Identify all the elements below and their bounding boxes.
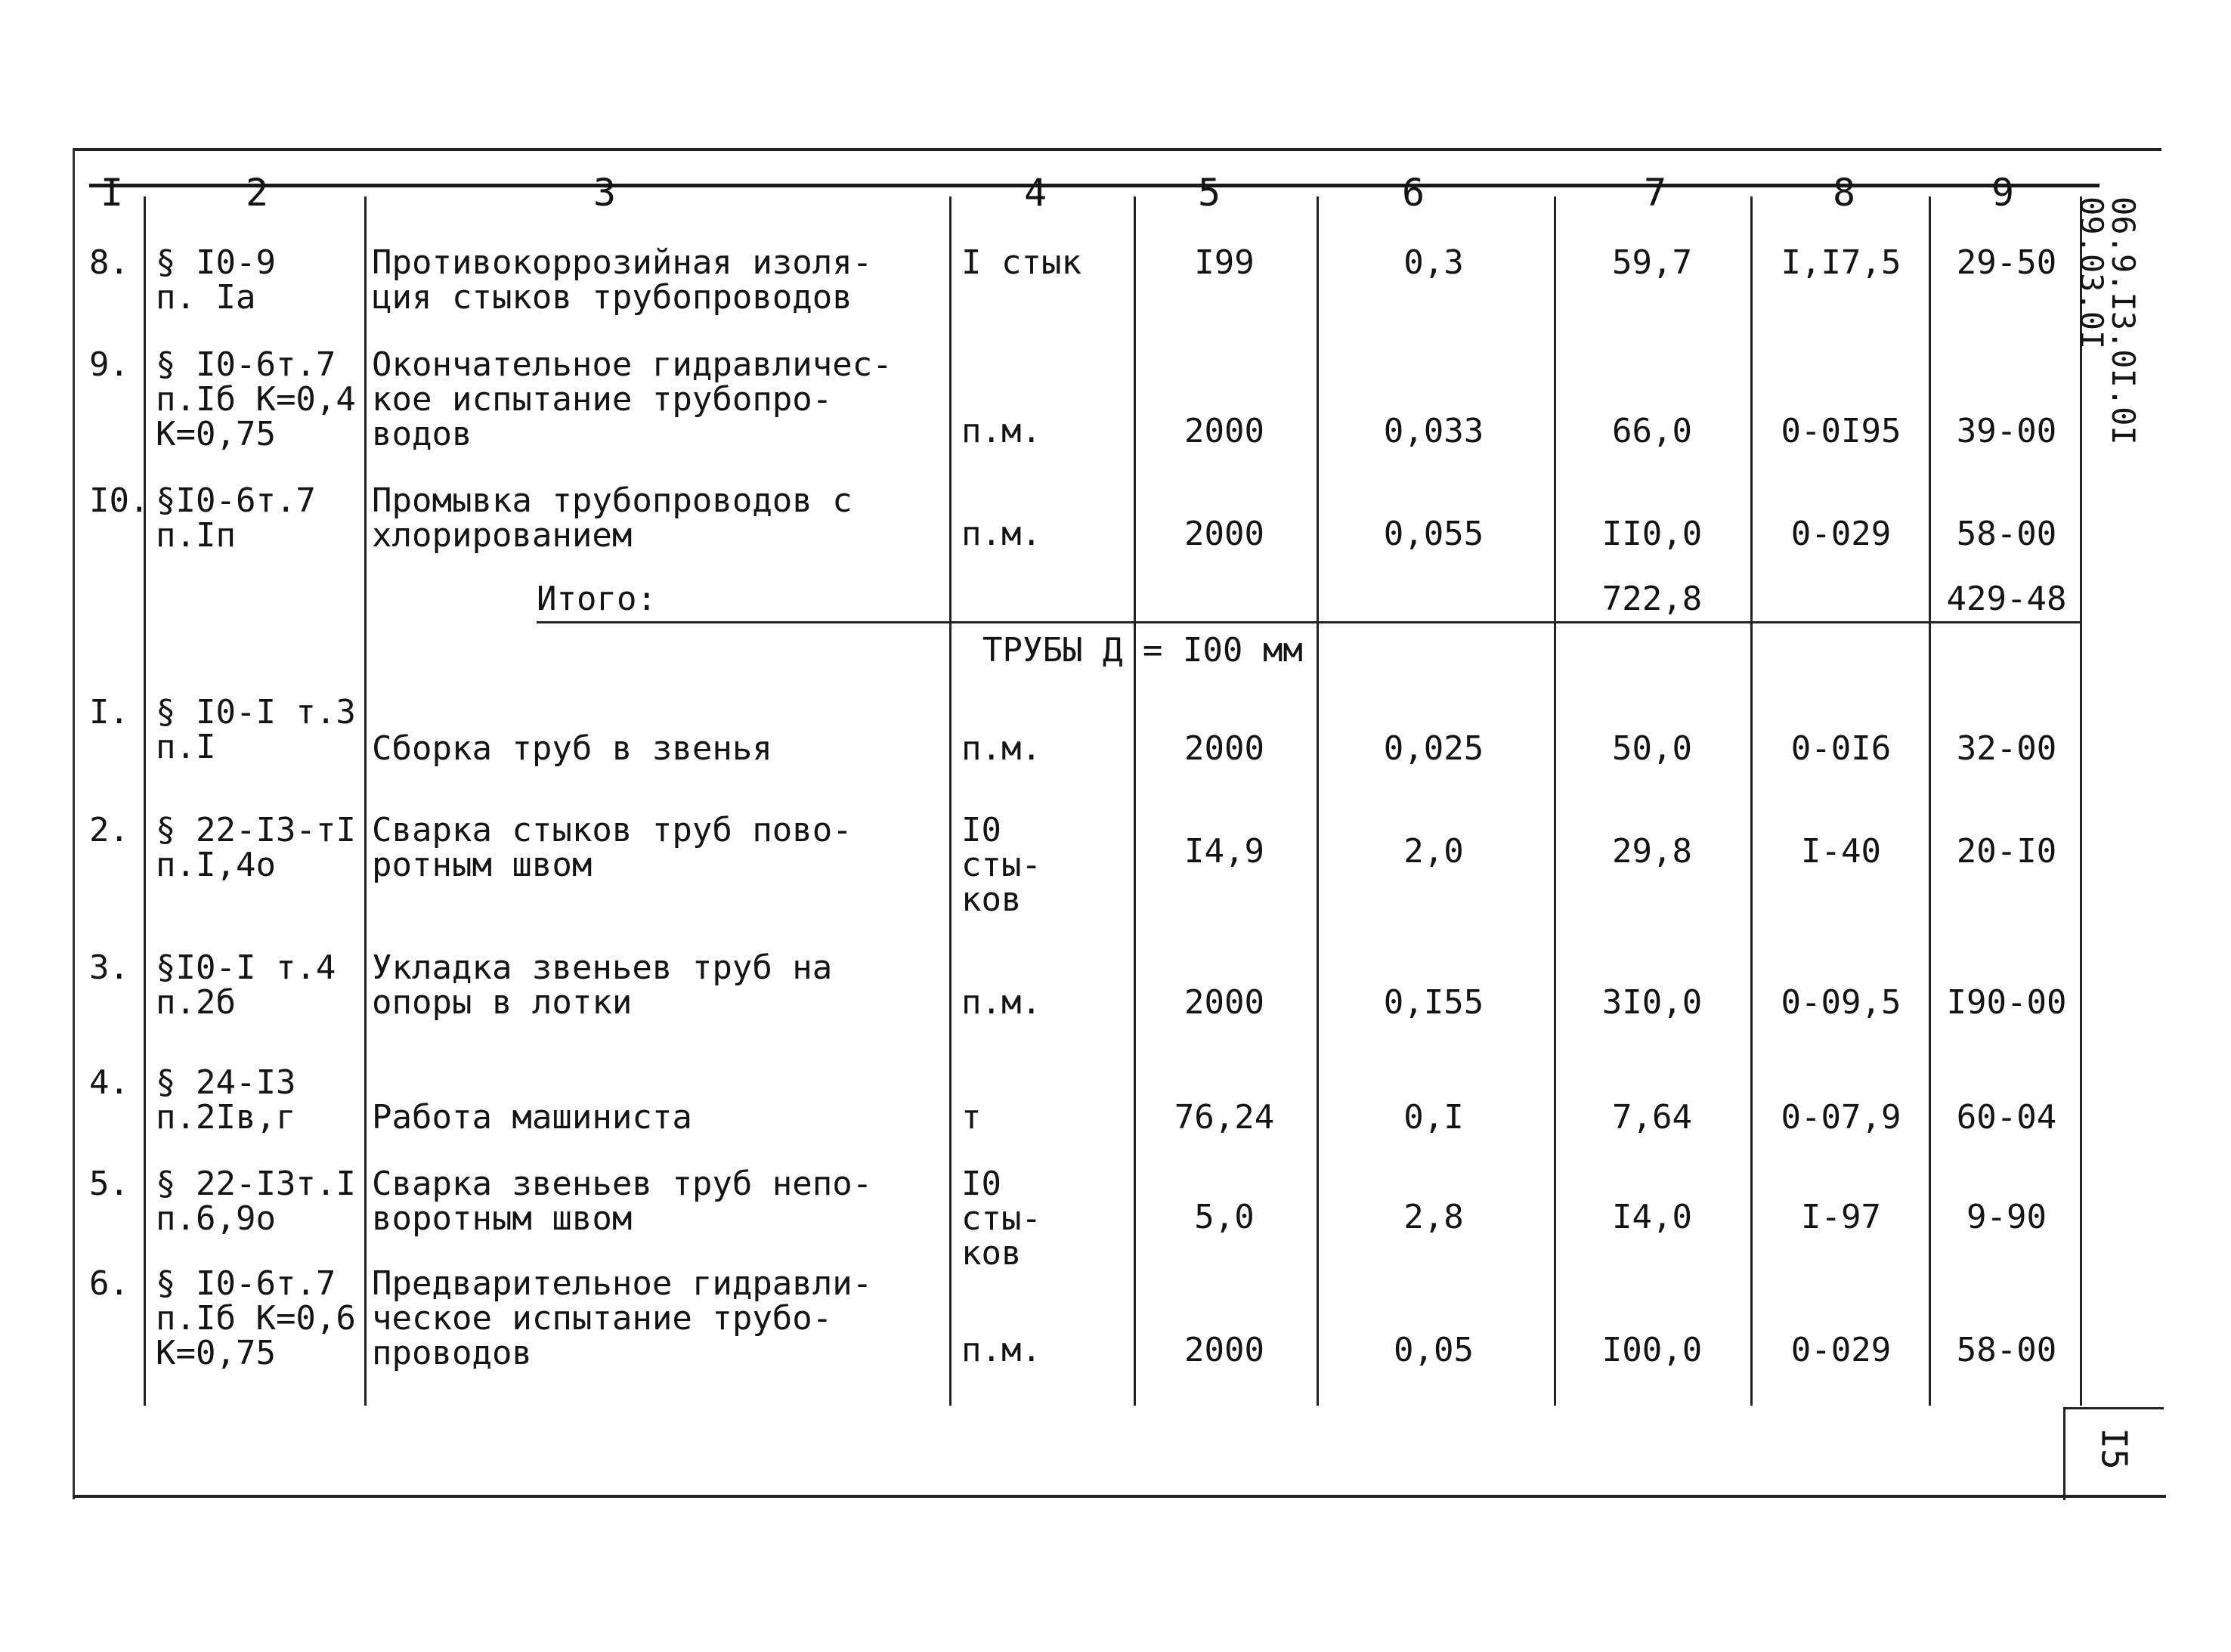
- row-number: 2.: [89, 811, 129, 849]
- work-name: Промывка трубопроводов с хлорированием: [372, 481, 852, 555]
- col9-value: 58-00: [1956, 1331, 2057, 1369]
- unit: т: [961, 1098, 982, 1137]
- header-col-9: 9: [1991, 171, 2015, 215]
- unit: п.м.: [961, 1331, 1041, 1369]
- col7-value: 59,7: [1612, 243, 1692, 282]
- row-number: 6.: [89, 1264, 129, 1303]
- col7-value: I00,0: [1601, 1331, 1703, 1369]
- norm-code: § I0-6т.7 п.Iб К=0,4 К=0,75: [156, 345, 356, 453]
- col5-value: 2000: [1184, 412, 1264, 450]
- header-col-2: 2: [245, 171, 269, 215]
- header-col-6: 6: [1401, 171, 1425, 215]
- row-number: 3.: [89, 948, 129, 987]
- header-col-3: 3: [593, 171, 617, 215]
- col6-value: 0,05: [1394, 1331, 1474, 1369]
- table-left-border: [73, 148, 75, 1499]
- page-number: I5: [2093, 1428, 2135, 1470]
- row-number: 5.: [89, 1165, 129, 1203]
- col6-value: 0,055: [1383, 515, 1484, 553]
- unit: I0 сты- ков: [961, 811, 1041, 919]
- total-col9: 429-48: [1946, 580, 2067, 618]
- col5-value: I99: [1194, 243, 1255, 282]
- row-number: I0.: [89, 481, 150, 520]
- row-number: 4.: [89, 1063, 129, 1102]
- work-name: Сварка стыков труб пово- ротным швом: [372, 811, 852, 884]
- norm-code: § I0-9 п. Iа: [156, 243, 276, 317]
- col-sep-4: [1134, 196, 1136, 1406]
- header-col-8: 8: [1832, 171, 1856, 215]
- col-sep-3: [949, 196, 952, 1406]
- col8-value: 0-09,5: [1781, 983, 1901, 1022]
- norm-code: § 22-I3т.I п.6,9о: [156, 1165, 356, 1238]
- col6-value: 0,I: [1403, 1098, 1464, 1137]
- col5-value: 5,0: [1194, 1198, 1255, 1236]
- header-col-4: 4: [1023, 171, 1047, 215]
- col-sep-8: [1929, 196, 1931, 1406]
- unit: п.м.: [961, 515, 1041, 553]
- col9-value: 20-I0: [1956, 832, 2057, 871]
- norm-code: §I0-I т.4 п.2б: [156, 948, 336, 1022]
- header-col-7: 7: [1643, 171, 1667, 215]
- col-sep-7: [1750, 196, 1753, 1406]
- work-name: Противокоррозийная изоля- ция стыков трубопроводов: [372, 243, 873, 317]
- col5-value: 76,24: [1174, 1098, 1275, 1137]
- work-name: Сварка звеньев труб непо- воротным швом: [372, 1165, 873, 1238]
- col6-value: 2,0: [1403, 832, 1464, 871]
- col6-value: 0,I55: [1383, 983, 1484, 1022]
- col7-value: 66,0: [1612, 412, 1692, 450]
- col-sep-6: [1554, 196, 1556, 1406]
- total-label: Итого:: [537, 580, 657, 618]
- col-sep-2: [364, 196, 367, 1406]
- col8-value: 0-0I6: [1790, 729, 1892, 768]
- col6-value: 0,033: [1383, 412, 1484, 450]
- row-number: 8.: [89, 243, 129, 282]
- unit: п.м.: [961, 729, 1041, 768]
- col8-value: I,I7,5: [1781, 243, 1901, 282]
- col7-value: 3I0,0: [1601, 983, 1703, 1022]
- col7-value: II0,0: [1601, 515, 1703, 553]
- col5-value: 2000: [1184, 1331, 1264, 1369]
- header-col-1: I: [100, 171, 124, 215]
- unit: I стык: [961, 243, 1081, 282]
- work-name: Работа машиниста: [372, 1098, 692, 1137]
- col5-value: 2000: [1184, 729, 1264, 768]
- col9-value: 29-50: [1956, 243, 2057, 282]
- norm-code: § I0-6т.7 п.Iб К=0,6 К=0,75: [156, 1264, 356, 1372]
- col8-value: I-40: [1801, 832, 1881, 871]
- col9-value: 9-90: [1966, 1198, 2047, 1236]
- header-col-5: 5: [1197, 171, 1221, 215]
- unit: I0 сты- ков: [961, 1165, 1041, 1273]
- work-name: Укладка звеньев труб на опоры в лотки: [372, 948, 833, 1022]
- col8-value: 0-029: [1790, 1331, 1892, 1369]
- col9-value: 32-00: [1956, 729, 2057, 768]
- col7-value: 7,64: [1612, 1098, 1692, 1137]
- col6-value: 0,025: [1383, 729, 1484, 768]
- col9-value: I90-00: [1946, 983, 2067, 1022]
- col7-value: I4,0: [1612, 1198, 1692, 1236]
- unit: п.м.: [961, 412, 1041, 450]
- col8-value: 0-0I95: [1781, 412, 1901, 450]
- col8-value: I-97: [1801, 1198, 1881, 1236]
- table-top-border: [74, 148, 2161, 151]
- work-name: Окончательное гидравличес- кое испытание трубопро- водов: [372, 345, 893, 453]
- unit: п.м.: [961, 983, 1041, 1022]
- document-code: [2073, 196, 2142, 552]
- col-sep-5: [1317, 196, 1319, 1406]
- total-separator: [537, 621, 2080, 623]
- col5-value: 2000: [1184, 983, 1264, 1022]
- col6-value: 2,8: [1403, 1198, 1464, 1236]
- col9-value: 58-00: [1956, 515, 2057, 553]
- col6-value: 0,3: [1403, 243, 1464, 282]
- row-number: I.: [89, 693, 129, 732]
- table-bottom-border: [73, 1495, 2166, 1498]
- col9-value: 39-00: [1956, 412, 2057, 450]
- col-sep-1: [144, 196, 146, 1406]
- work-name: Предварительное гидравли- ческое испытание трубо- проводов: [372, 1264, 873, 1372]
- norm-code: § 24-I3 п.2Iв,г: [156, 1063, 296, 1137]
- col5-value: 2000: [1184, 515, 1264, 553]
- col8-value: 0-07,9: [1781, 1098, 1901, 1137]
- work-name: Сборка труб в звенья: [372, 729, 772, 768]
- document-code-text: 06.9.I3.0I.0I 09.03.0I: [2073, 196, 2142, 445]
- header-underline: [89, 184, 2099, 187]
- norm-code: § 22-I3-тI п.I,4о: [156, 811, 356, 884]
- col9-value: 60-04: [1956, 1098, 2057, 1137]
- total-col7: 722,8: [1601, 580, 1703, 618]
- norm-code: § I0-I т.3 п.I: [156, 693, 356, 766]
- row-number: 9.: [89, 345, 129, 384]
- section-title: ТРУБЫ Д = I00 мм: [982, 631, 1303, 670]
- norm-code: §I0-6т.7 п.Iп: [156, 481, 316, 555]
- col7-value: 29,8: [1612, 832, 1692, 871]
- col8-value: 0-029: [1790, 515, 1892, 553]
- col7-value: 50,0: [1612, 729, 1692, 768]
- col5-value: I4,9: [1184, 832, 1264, 871]
